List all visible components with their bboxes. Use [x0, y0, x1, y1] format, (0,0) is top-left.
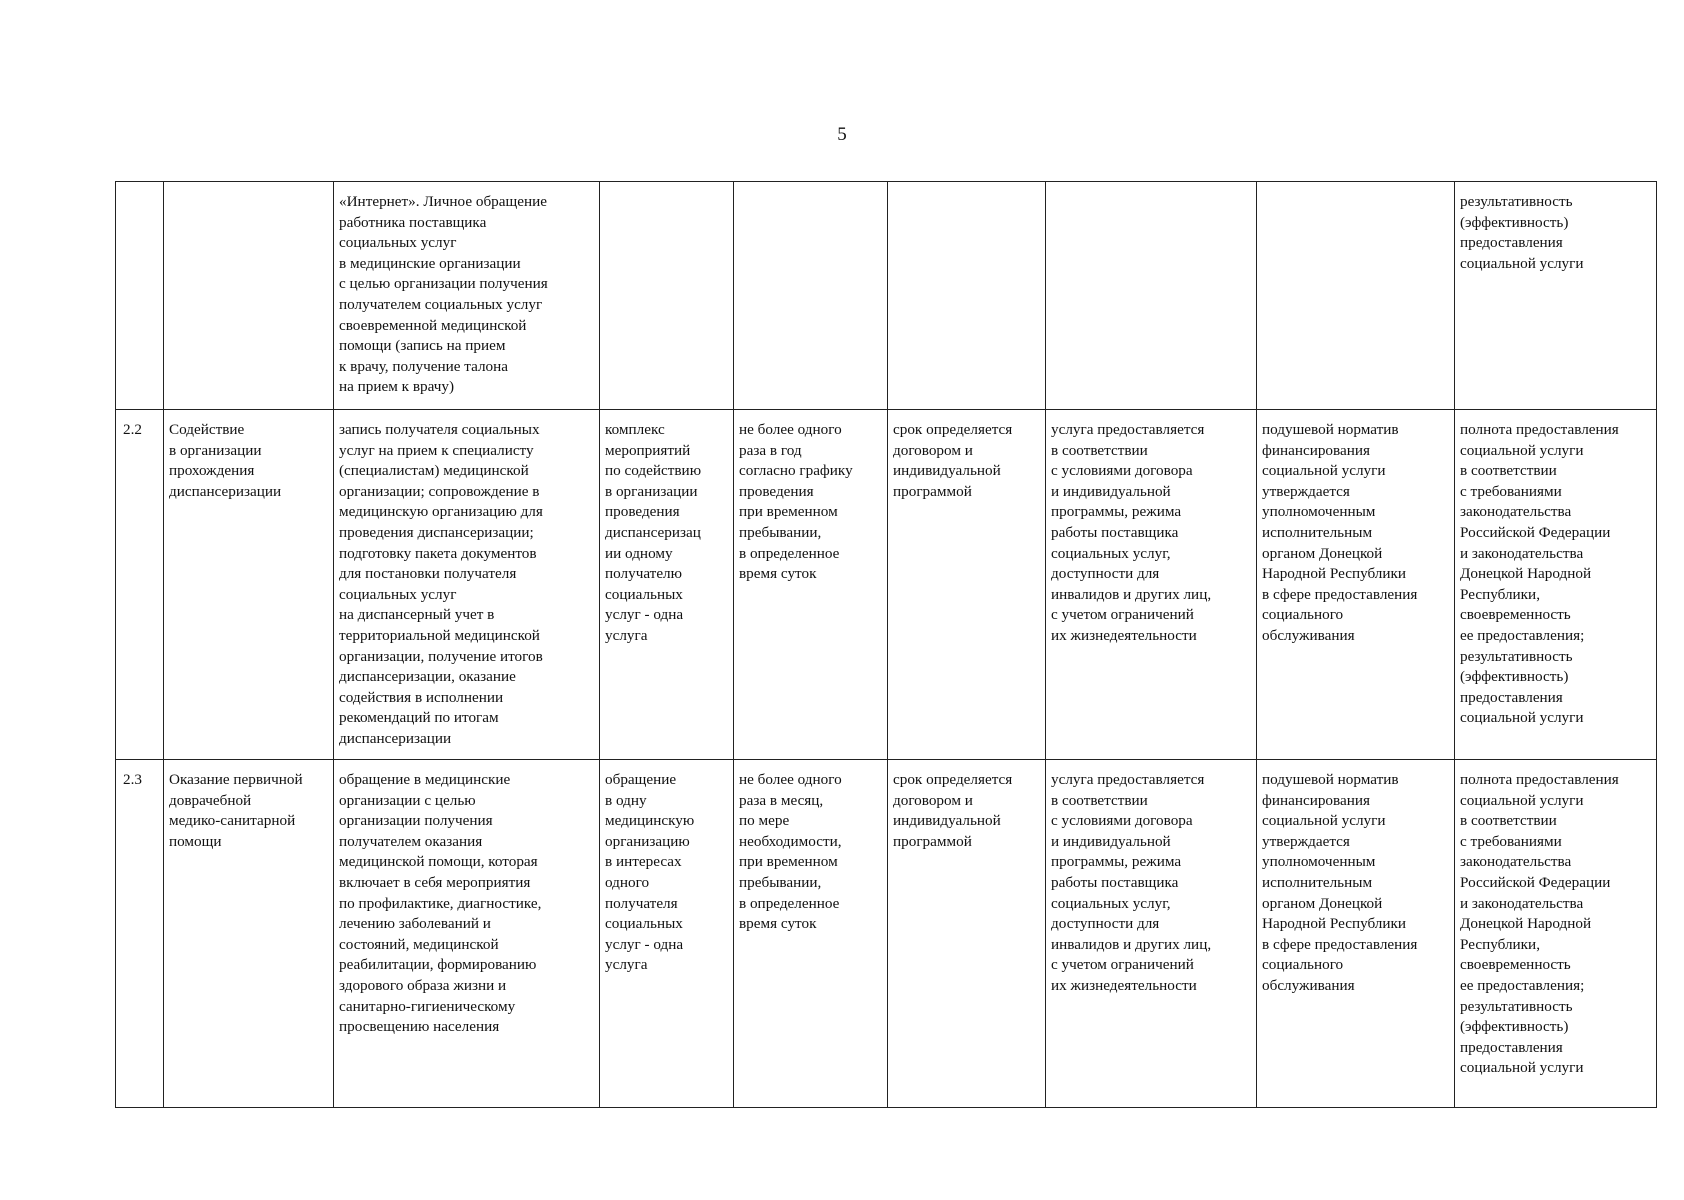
cell-volume [600, 182, 734, 410]
table-row [116, 760, 1657, 1108]
page-number: 5 [837, 124, 847, 145]
cell-service-name: Содействие в организации прохождения диспансеризации [164, 410, 334, 760]
cell-service-name [164, 182, 334, 410]
services-table [115, 181, 1657, 1108]
cell-conditions [1046, 182, 1257, 410]
cell-periodicity: не более одного раза в год согласно графику проведения при временном пребывании, в определенное время суток [734, 410, 888, 760]
cell-number [116, 182, 164, 410]
cell-volume: обращение в одну медицинскую организацию в интересах одного получателя социальных услуг - одна услуга [600, 760, 734, 1108]
cell-norm: подушевой норматив финансирования социальной услуги утверждается уполномоченным исполнительным органом Донецкой Народной Республики в сфере предоставления социального обслуживания [1257, 760, 1455, 1108]
table-row [116, 182, 1657, 410]
cell-criteria: результативность (эффективность) предоставления социальной услуги [1455, 182, 1657, 410]
cell-conditions: услуга предоставляется в соответствии с условиями договора и индивидуальной программы, режима работы поставщика социальных услуг, доступности для инвалидов и других лиц, с учетом ограничений их жизнедеятельности [1046, 760, 1257, 1108]
cell-conditions: услуга предоставляется в соответствии с условиями договора и индивидуальной программы, режима работы поставщика социальных услуг, доступности для инвалидов и других лиц, с учетом ограничений их жизнедеятельности [1046, 410, 1257, 760]
cell-norm [1257, 182, 1455, 410]
cell-volume: комплекс мероприятий по содействию в организации проведения диспансеризац ии одному получателю социальных услуг - одна услуга [600, 410, 734, 760]
table-row [116, 410, 1657, 760]
cell-number: 2.3 [116, 760, 164, 1108]
cell-description: запись получателя социальных услуг на прием к специалисту (специалистам) медицинской организации; сопровождение в медицинскую организацию для проведения диспансеризации; подготовку пакета документов для постановки получателя социальных услуг на диспансерный учет в территориальной медицинской организации, получение итогов диспансеризации, оказание содействия в исполнении рекомендаций по итогам диспансеризации [334, 410, 600, 760]
cell-description: обращение в медицинские организации с целью организации получения получателем оказания медицинской помощи, которая включает в себя мероприятия по профилактике, диагностике, лечению заболеваний и состояний, медицинской реабилитации, формированию здорового образа жизни и санитарно-гигиеническому просвещению населения [334, 760, 600, 1108]
cell-criteria: полнота предоставления социальной услуги в соответствии с требованиями законодательства Российской Федерации и законодательства Донецкой Народной Республики, своевременность ее предоставления; результативность (эффективность) предоставления социальной услуги [1455, 410, 1657, 760]
cell-number: 2.2 [116, 410, 164, 760]
cell-norm: подушевой норматив финансирования социальной услуги утверждается уполномоченным исполнительным органом Донецкой Народной Республики в сфере предоставления социального обслуживания [1257, 410, 1455, 760]
cell-term [888, 182, 1046, 410]
cell-criteria: полнота предоставления социальной услуги в соответствии с требованиями законодательства Российской Федерации и законодательства Донецкой Народной Республики, своевременность ее предоставления; результативность (эффективность) предоставления социальной услуги [1455, 760, 1657, 1108]
cell-periodicity [734, 182, 888, 410]
cell-term: срок определяется договором и индивидуальной программой [888, 410, 1046, 760]
cell-periodicity: не более одного раза в месяц, по мере необходимости, при временном пребывании, в определенное время суток [734, 760, 888, 1108]
cell-service-name: Оказание первичной доврачебной медико-санитарной помощи [164, 760, 334, 1108]
cell-term: срок определяется договором и индивидуальной программой [888, 760, 1046, 1108]
cell-description: «Интернет». Личное обращение работника поставщика социальных услуг в медицинские организации с целью организации получения получателем социальных услуг своевременной медицинской помощи (запись на прием к врачу, получение талона на прием к врачу) [334, 182, 600, 410]
